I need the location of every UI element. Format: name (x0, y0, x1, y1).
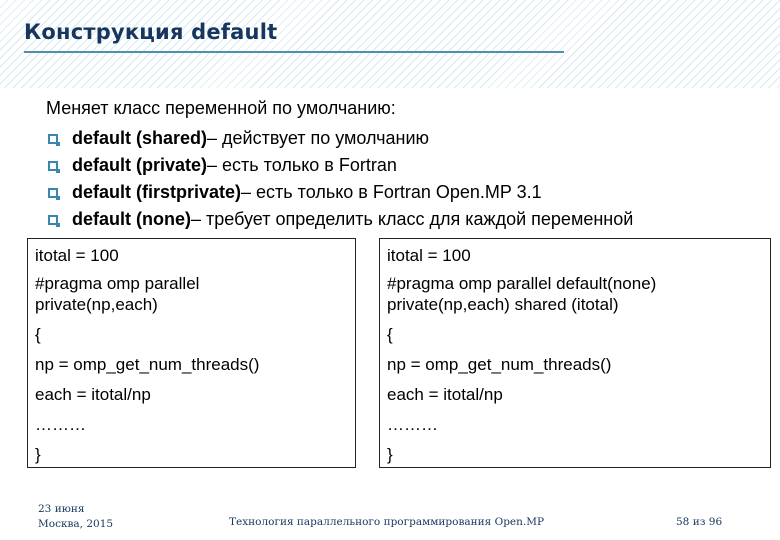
footer-page-number: 58 из 96 (676, 516, 723, 528)
code-line: each = itotal/np (35, 385, 151, 404)
code-line: { (35, 325, 41, 344)
bullet-item-firstprivate (46, 179, 633, 206)
bullet-item-shared (46, 125, 633, 152)
bullet-description: – требует определить класс для каждой переменной (191, 209, 634, 229)
code-line: } (35, 445, 41, 464)
header-striped-band (0, 0, 780, 88)
bullet-keyword: default (private) (72, 155, 208, 175)
bullet-item-none (46, 206, 633, 233)
code-box-left (27, 238, 356, 468)
code-line: np = omp_get_num_threads() (35, 355, 260, 374)
title-underline (24, 51, 564, 53)
slide-title: Конструкция default (24, 20, 278, 44)
intro-text: Меняет класс переменной по умолчанию: (46, 98, 396, 118)
bullet-list (46, 125, 633, 233)
footer-course-title: Технология параллельного программирования Open.MP (229, 516, 545, 528)
code-line: private(np,each) shared (itotal) (387, 295, 619, 314)
code-box-right (379, 238, 771, 468)
code-line: private(np,each) (35, 295, 158, 314)
footer-city-year: Москва, 2015 (38, 518, 114, 530)
bullet-keyword: default (none) (72, 209, 191, 229)
square-bullet-icon (48, 188, 58, 198)
code-line: np = omp_get_num_threads() (387, 355, 612, 374)
code-line: itotal = 100 (35, 246, 119, 265)
bullet-keyword: default (firstprivate) (72, 182, 242, 202)
bullet-description: – действует по умолчанию (207, 128, 430, 148)
code-line: ……… (35, 415, 86, 434)
code-line: } (387, 445, 393, 464)
square-bullet-icon (48, 161, 58, 171)
square-bullet-icon (48, 134, 58, 144)
footer-date: 23 июня (38, 503, 85, 515)
footer-date-place (38, 502, 113, 532)
code-line: #pragma omp parallel (35, 274, 200, 293)
bullet-description: – есть только в Fortran (207, 155, 397, 175)
bullet-description: – есть только в Fortran Open.MP 3.1 (241, 182, 542, 202)
square-bullet-icon (48, 215, 58, 225)
code-line: itotal = 100 (387, 246, 471, 265)
code-line: { (387, 325, 393, 344)
code-line: #pragma omp parallel default(none) (387, 274, 657, 293)
code-line: ……… (387, 415, 438, 434)
code-line: each = itotal/np (387, 385, 503, 404)
bullet-keyword: default (shared) (72, 128, 208, 148)
bullet-item-private (46, 152, 633, 179)
